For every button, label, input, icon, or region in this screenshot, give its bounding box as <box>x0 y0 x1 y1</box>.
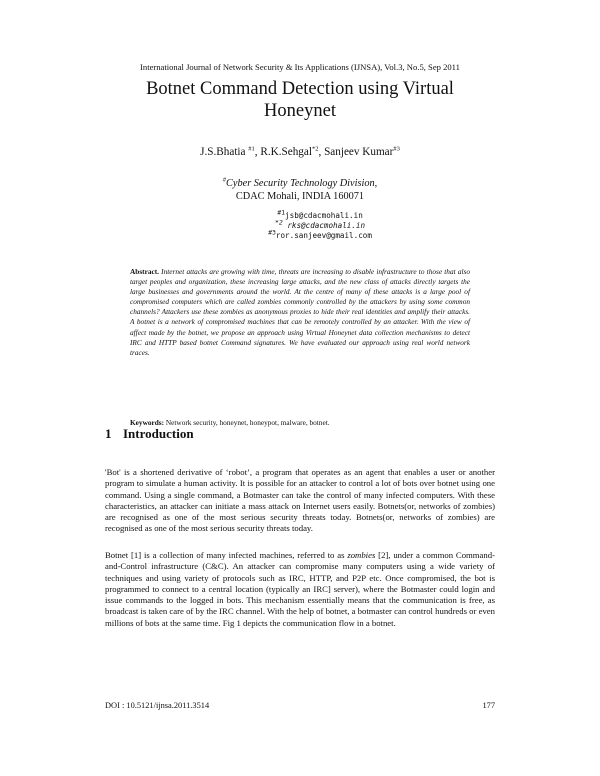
section-title: Introduction <box>123 426 194 441</box>
page-number: 177 <box>482 701 495 710</box>
email-line <box>220 208 420 221</box>
abstract <box>130 267 470 358</box>
author-mark: #3 <box>393 145 400 153</box>
email-address[interactable]: rks@cdacmohali.in <box>282 221 366 230</box>
journal-header: International Journal of Network Security & Its Applications (IJNSA), Vol.3, No.5, Sep 2011 <box>140 62 460 72</box>
keywords-label: Keywords: <box>130 418 165 427</box>
title-line-1: Botnet Command Detection using Virtual <box>146 79 454 99</box>
author-list <box>0 146 600 158</box>
intro-paragraph-1: 'Bot' is a shortened derivative of ‘robot’, a program that operates as an agent that enables a user or another program to simulate a human activity. It is possible for an attacker to control a lot of bots over botnet using one command. Using a single command, a Botmaster can take the control of many infected computers. With these characteristics, an attacker can initiate a mass attack on Internet users easily. Botnets(or, networks of zombies) are recognised as one of the most serious security threats today. Botnets(or, networks of zombies) are recognised as one of the most serious security threats today. <box>105 467 495 534</box>
affiliation-mark: # <box>222 176 227 184</box>
footer-doi: DOI : 10.5121/ijnsa.2011.3514 <box>105 701 210 710</box>
author-mark: *2 <box>311 145 319 153</box>
section-number: 1 <box>105 426 112 441</box>
para2-rest: [2], under a common Command-and-Control infrastructure (C&C). An attacker can compromise many computers using a wide variety of techniques and using variety of protocols such as IRC, HTTP, and P2P etc. Once compromised, the bot is programmed to connect to a central location (typically an IRC] server), where the Botmaster could login and issue commands to the logged in bots. This mechanism essentially means that the communication is free, as broadcast is taken care of by the IRC channel. With the help of botnet, a botmaster can control hundreds or even millions of bots at the same time. Fig 1 depicts the communication flow in a botnet. <box>105 550 495 628</box>
title-line-2: Honeynet <box>264 101 336 121</box>
paper-title <box>0 78 600 122</box>
email-line <box>220 218 420 231</box>
para2-zombies: zombies <box>347 550 376 560</box>
email-address[interactable]: jsb@cdacmohali.in <box>285 211 363 220</box>
abstract-text: Internet attacks are growing with time, threats are increasing to disable infrastructure to those that also target peoples and organization, these increasing large attacks, and the new class of attacks directly targets the large businesses and governments around the world. At the centre of many of these attacks is a large pool of compromised computers which are called zombies commonly controlled by the attackers by using some common channels? Attackers use these zombies as anonymous proxies to hide their real identities and amplify their attacks. A botnet is a network of compromised machines that can be remotely controlled by an attacker. With the view of affect made by the botnet, we propose an approach using Virtual Honeynet data collection mechanisms to detect IRC and HTTP based botnet Command signatures. We have evaluated our approach using real world network traces. <box>130 267 470 357</box>
author-name: J.S.Bhatia <box>200 146 249 158</box>
para2-start: Botnet [1] is a collection of many infected machines, referred to as <box>105 550 348 560</box>
author-name: Sanjeev Kumar <box>324 146 394 158</box>
email-mark: *2 <box>274 218 283 227</box>
affiliation-org: CDAC Mohali, INDIA 160071 <box>235 191 365 202</box>
email-mark: #1 <box>277 208 286 217</box>
keywords-text: Network security, honeynet, honeypot, malware, botnet. <box>164 418 330 427</box>
section-heading <box>105 426 194 442</box>
email-list <box>220 208 420 241</box>
affiliation-division-line <box>0 177 600 190</box>
affiliation <box>0 177 600 203</box>
author-sep: , <box>318 146 325 158</box>
email-mark: #3 <box>268 228 276 237</box>
author-sep: , <box>254 146 261 158</box>
email-address[interactable]: ror.sanjeev@gmail.com <box>275 231 372 240</box>
intro-paragraph-2 <box>105 550 495 629</box>
email-line <box>220 228 420 241</box>
affiliation-division: Cyber Security Technology Division, <box>226 178 378 189</box>
author-mark: #1 <box>248 145 255 153</box>
abstract-label: Abstract. <box>130 267 159 276</box>
author-name: R.K.Sehgal <box>260 146 312 158</box>
